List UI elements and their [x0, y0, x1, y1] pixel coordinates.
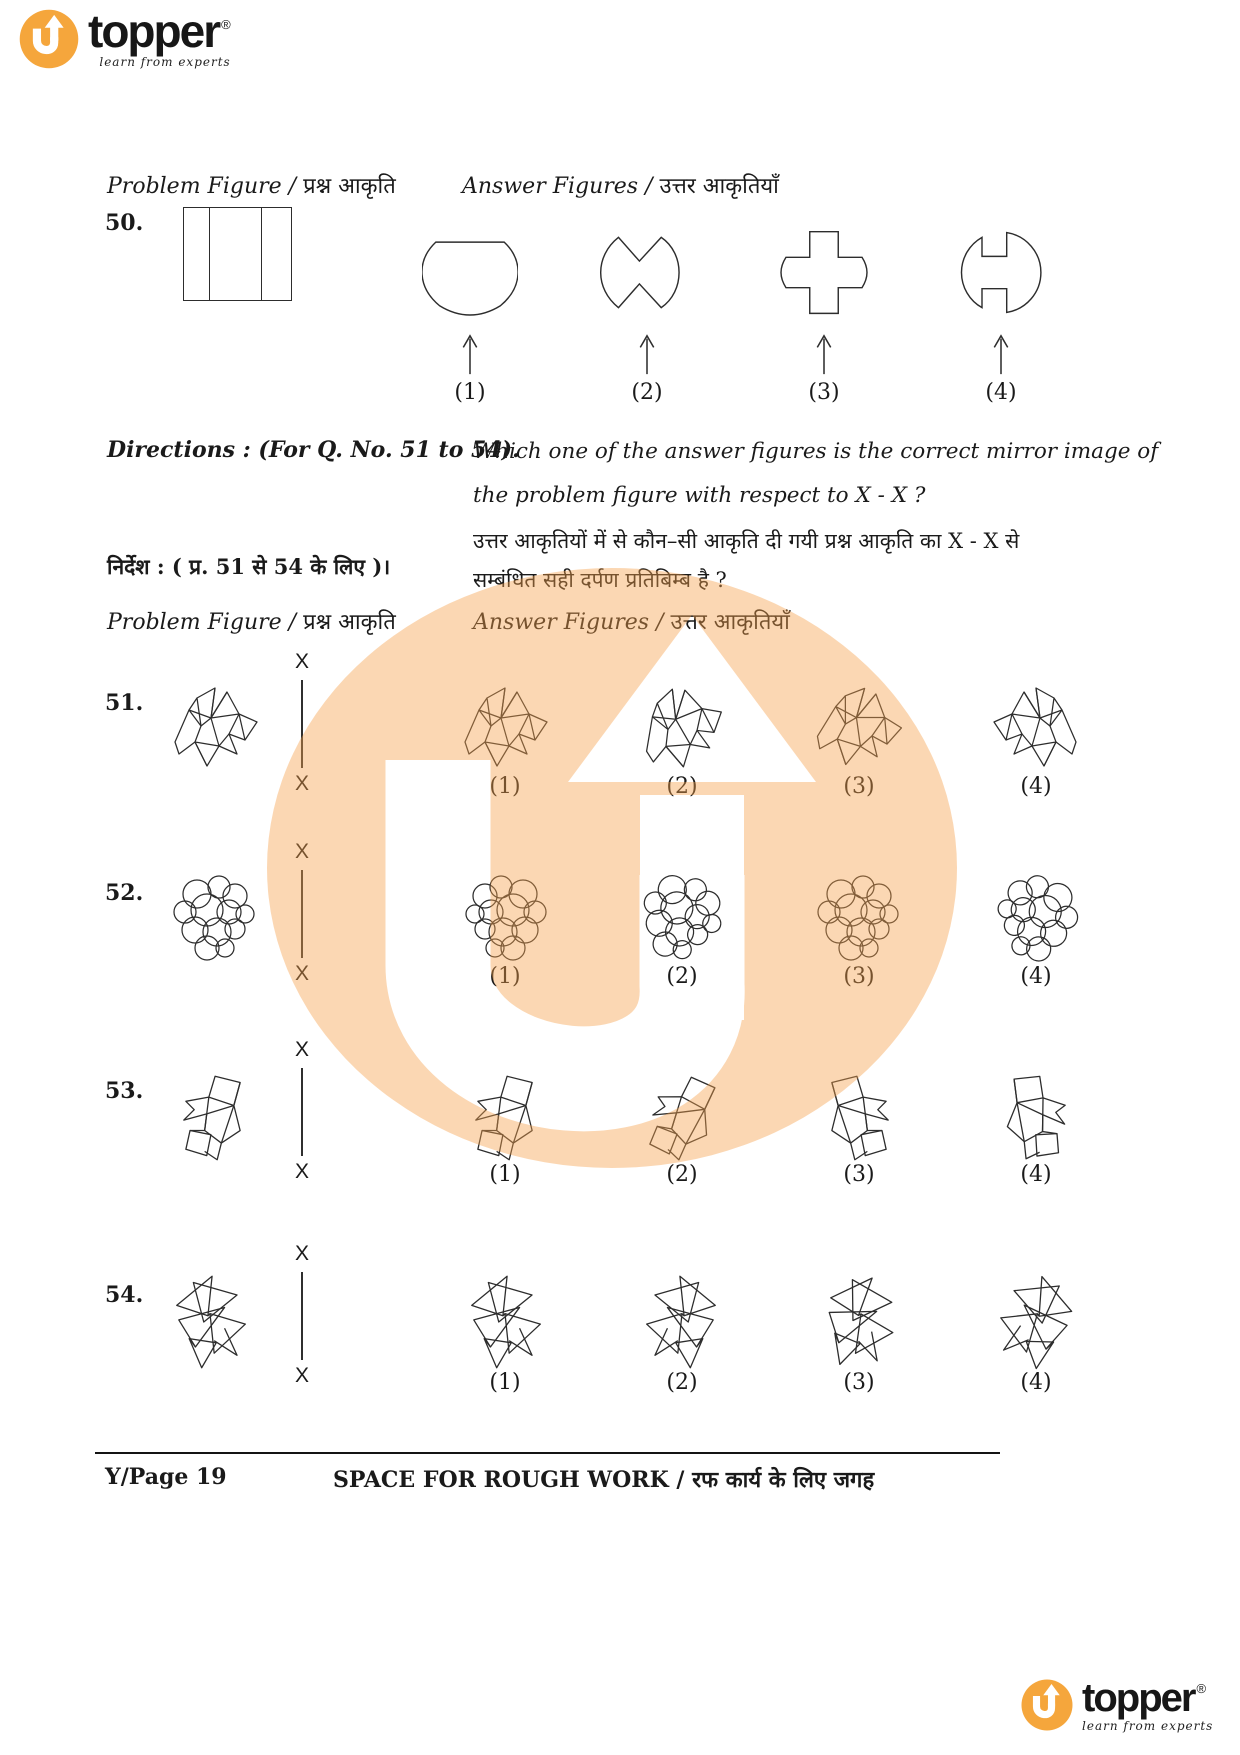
answer-figure-51-1: [453, 682, 557, 774]
axis-x-top: X: [294, 1038, 309, 1061]
option-label-51-3: (3): [843, 774, 875, 799]
mirror-axis-line: [301, 1272, 303, 1360]
question-number-54: 54.: [105, 1282, 144, 1308]
directions-text-hi-2: सम्बंधित सही दर्पण प्रतिबिम्ब है ?: [473, 568, 727, 592]
option-label-54-1: (1): [489, 1370, 521, 1395]
mirror-axis-line: [301, 1068, 303, 1156]
divided-rect-cell: [184, 208, 210, 300]
option-label-50-3: (3): [808, 380, 840, 405]
up-arrow-icon: [814, 332, 834, 378]
option-label-51-2: (2): [666, 774, 698, 799]
problem-figure-51: [163, 682, 267, 774]
divided-rect-cell: [262, 208, 291, 300]
answer-figure-50-2: [599, 225, 695, 320]
axis-x-bottom: X: [294, 772, 309, 795]
answer-figure-52-1: [453, 872, 557, 964]
answer-figure-50-1: [422, 225, 518, 320]
up-arrow-icon: [637, 332, 657, 378]
axis-x-bottom: X: [294, 1160, 309, 1183]
option-label-52-2: (2): [666, 964, 698, 989]
answer-figure-51-4: [984, 682, 1088, 774]
answer-figure-51-3: [807, 682, 911, 774]
brand-name: topper: [88, 5, 220, 57]
answer-figure-50-4: [953, 225, 1049, 320]
answer-figure-52-2: [630, 872, 734, 964]
directions-label-en: Directions : (For Q. No. 51 to 54).: [107, 437, 520, 463]
answer-figure-53-4: [993, 1070, 1079, 1166]
answer-figure-53-1: [462, 1070, 548, 1166]
answer-figures-header-2: Answer Figures / उत्तर आकृतियाँ: [473, 610, 790, 635]
up-arrow-icon: [991, 332, 1011, 378]
question-row-52: [0, 840, 1240, 1008]
footer-rule: [95, 1452, 1000, 1454]
question-row-51: [0, 650, 1240, 818]
option-label-54-4: (4): [1020, 1370, 1052, 1395]
option-label-53-2: (2): [666, 1162, 698, 1187]
axis-x-top: X: [294, 840, 309, 863]
answer-figure-53-3: [816, 1070, 902, 1166]
mirror-axis-line: [301, 870, 303, 958]
directions-text-en-1: Which one of the answer figures is the correct mirror image of: [473, 439, 1159, 464]
problem-figure-53: [170, 1070, 256, 1166]
answer-figure-52-4: [984, 872, 1088, 964]
option-label-53-1: (1): [489, 1162, 521, 1187]
problem-figure-header-2: Problem Figure / प्रश्न आकृति: [107, 610, 396, 635]
problem-figure-54: [160, 1270, 260, 1374]
option-label-53-3: (3): [843, 1162, 875, 1187]
answer-figure-54-1: [455, 1270, 555, 1374]
answer-figure-52-3: [807, 872, 911, 964]
axis-x-bottom: X: [294, 962, 309, 985]
answer-figure-53-2: [639, 1070, 725, 1166]
answer-figure-50-3: [776, 225, 872, 320]
axis-x-bottom: X: [294, 1364, 309, 1387]
option-label-52-4: (4): [1020, 964, 1052, 989]
option-label-53-4: (4): [1020, 1162, 1052, 1187]
mirror-axis-line: [301, 680, 303, 768]
axis-x-top: X: [294, 650, 309, 673]
footer-page-label: Y/Page 19: [105, 1464, 227, 1490]
answer-figures-header-1: Answer Figures / उत्तर आकृतियाँ: [462, 174, 779, 199]
question-number-51: 51.: [105, 690, 144, 716]
option-label-51-1: (1): [489, 774, 521, 799]
option-label-50-4: (4): [985, 380, 1017, 405]
directions-text-en-2: the problem figure with respect to X - X ?: [473, 483, 926, 508]
question-row-54: [0, 1242, 1240, 1410]
option-label-50-1: (1): [454, 380, 486, 405]
up-arrow-icon: [460, 332, 480, 378]
problem-figure-50: [183, 207, 292, 301]
registered-mark: ®: [1196, 1681, 1207, 1696]
answer-figure-51-2: [630, 682, 734, 774]
axis-x-top: X: [294, 1242, 309, 1265]
directions-text-hi-1: उत्तर आकृतियों में से कौन–सी आकृति दी गयी प्रश्न आकृति का X - X से: [473, 529, 1020, 553]
problem-figure-52: [163, 872, 267, 964]
question-row-53: [0, 1038, 1240, 1206]
option-label-52-1: (1): [489, 964, 521, 989]
directions-label-hi: निर्देश : ( प्र. 51 से 54 के लिए )।: [107, 554, 391, 579]
topper-logo-bottom: [1020, 1678, 1213, 1732]
option-label-54-3: (3): [843, 1370, 875, 1395]
question-number-50: 50.: [105, 210, 144, 236]
option-label-50-2: (2): [631, 380, 663, 405]
brand-tagline: learn from experts: [1082, 1719, 1214, 1733]
answer-figure-54-2: [632, 1270, 732, 1374]
registered-mark: ®: [221, 17, 231, 32]
topper-logo-mark-icon: [1020, 1678, 1074, 1732]
brand-name: topper: [1082, 1676, 1195, 1720]
option-label-54-2: (2): [666, 1370, 698, 1395]
topper-logo-mark-icon: [18, 8, 80, 70]
brand-tagline: learn from experts: [99, 55, 231, 69]
topper-logo-top: [18, 5, 231, 70]
divided-rect-cell: [210, 208, 261, 300]
question-number-52: 52.: [105, 880, 144, 906]
option-label-52-3: (3): [843, 964, 875, 989]
answer-figure-54-3: [809, 1270, 909, 1374]
question-number-53: 53.: [105, 1078, 144, 1104]
problem-figure-header-1: Problem Figure / प्रश्न आकृति: [107, 174, 396, 199]
answer-figure-54-4: [986, 1270, 1086, 1374]
footer-rough-work: SPACE FOR ROUGH WORK / रफ कार्य के लिए जगह: [333, 1467, 875, 1493]
option-label-51-4: (4): [1020, 774, 1052, 799]
